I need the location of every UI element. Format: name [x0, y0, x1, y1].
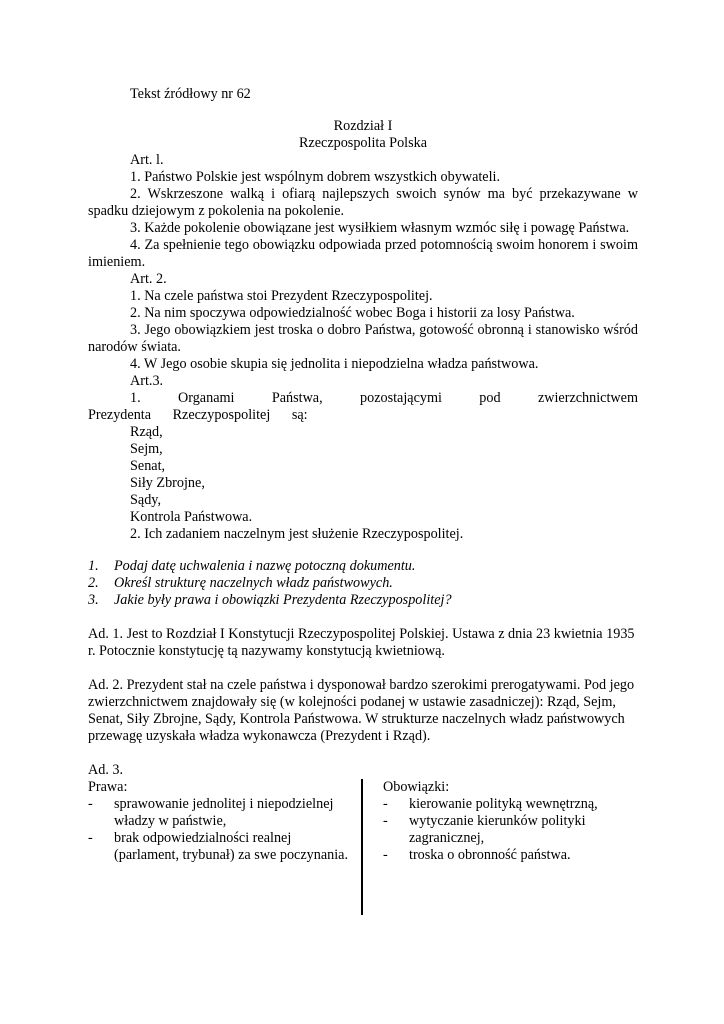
organ-item: Kontrola Państwowa.	[130, 509, 253, 525]
organ-item: Sądy,	[130, 492, 161, 508]
duties-column	[383, 779, 638, 864]
question-number: 3.	[88, 592, 99, 608]
organ-item: Senat,	[130, 458, 166, 474]
document-page	[88, 0, 638, 924]
rights-item-text: brak odpowiedzialności realnej (parlament, trybunał) za swe poczynania.	[114, 830, 348, 863]
chapter-number: Rozdział I	[333, 118, 393, 134]
question-text: Jakie były prawa i obowiązki Prezydenta Rzeczypospolitej?	[114, 592, 452, 608]
column-divider	[361, 779, 363, 915]
article-2-para: 4. W Jego osobie skupia się jednolita i niepodzielna władza państwowa.	[130, 356, 539, 372]
organ-item: Siły Zbrojne,	[130, 475, 205, 491]
duties-item	[383, 796, 638, 813]
article-1-heading: Art. l.	[130, 152, 164, 168]
organ-item: Rząd,	[130, 424, 163, 440]
dash-bullet: -	[88, 796, 93, 812]
duties-item-text: kierowanie polityką wewnętrzną,	[409, 796, 598, 812]
question-number: 1.	[88, 558, 99, 574]
dash-bullet: -	[88, 830, 93, 846]
article-1-para: 4. Za spełnienie tego obowiązku odpowiada przed potomnością swoim honorem i swoim imieniem.	[88, 237, 638, 270]
question-item	[88, 558, 638, 575]
question-item	[88, 592, 638, 609]
dash-bullet: -	[383, 796, 388, 812]
question-text: Określ strukturę naczelnych władz państwowych.	[114, 575, 393, 591]
answer-3-label: Ad. 3.	[88, 762, 124, 778]
dash-bullet: -	[383, 847, 388, 863]
organ-item: Sejm,	[130, 441, 163, 457]
duties-item-text: wytyczanie kierunków polityki zagranicznej,	[409, 813, 586, 846]
question-item	[88, 575, 638, 592]
rights-item	[88, 796, 356, 830]
source-header: Tekst źródłowy nr 62	[130, 86, 251, 102]
article-3-intro: 1. Organami Państwa, pozostającymi pod zwierzchnictwem Prezydenta Rzeczypospolitej są:	[88, 390, 638, 423]
dash-bullet: -	[383, 813, 388, 829]
article-1-para: 3. Każde pokolenie obowiązane jest wysiłkiem własnym wzmóc siłę i powagę Państwa.	[130, 220, 630, 236]
rights-item-text: sprawowanie jednolitej i niepodzielnej władzy w państwie,	[114, 796, 334, 829]
article-3-heading: Art.3.	[130, 373, 164, 389]
rights-label: Prawa:	[88, 779, 128, 795]
rights-duties-table	[88, 779, 638, 924]
question-text: Podaj datę uchwalenia i nazwę potoczną dokumentu.	[114, 558, 416, 574]
rights-column	[88, 779, 356, 864]
questions-list	[88, 558, 638, 609]
question-number: 2.	[88, 575, 99, 591]
duties-item	[383, 813, 638, 847]
duties-item	[383, 847, 638, 864]
answer-1: Ad. 1. Jest to Rozdział I Konstytucji Rzeczypospolitej Polskiej. Ustawa z dnia 23 kwietnia 1935 r. Potocznie konstytucję tą nazywamy konstytucją kwietniową.	[88, 626, 635, 659]
article-2-para: 3. Jego obowiązkiem jest troska o dobro Państwa, gotowość obronną i stanowisko wśród narodów świata.	[88, 322, 638, 355]
article-2-para: 1. Na czele państwa stoi Prezydent Rzeczypospolitej.	[130, 288, 433, 304]
rights-item	[88, 830, 356, 864]
article-1-para: 1. Państwo Polskie jest wspólnym dobrem wszystkich obywateli.	[130, 169, 501, 185]
duties-label: Obowiązki:	[383, 779, 450, 795]
answer-2: Ad. 2. Prezydent stał na czele państwa i dysponował bardzo szerokimi prerogatywami. Pod jego zwierzchnictwem znajdowały się (w kolejności podanej w ustawie zasadniczej): Rząd, Sejm, Senat, Siły Zbrojne, Sądy, Kontrola Państwowa. W strukturze naczelnych władz państwowych przewagę uzyskała władza wykonawcza (Prezydent i Rząd).	[88, 677, 635, 744]
article-2-heading: Art. 2.	[130, 271, 167, 287]
chapter-title: Rzeczpospolita Polska	[298, 135, 428, 151]
article-2-para: 2. Na nim spoczywa odpowiedzialność wobec Boga i historii za losy Państwa.	[130, 305, 575, 321]
article-3-closing: 2. Ich zadaniem naczelnym jest służenie Rzeczypospolitej.	[130, 526, 464, 542]
duties-item-text: troska o obronność państwa.	[409, 847, 571, 863]
article-1-para: 2. Wskrzeszone walką i ofiarą najlepszych swoich synów ma być przekazywane w spadku dziejowym z pokolenia na pokolenie.	[88, 186, 638, 219]
